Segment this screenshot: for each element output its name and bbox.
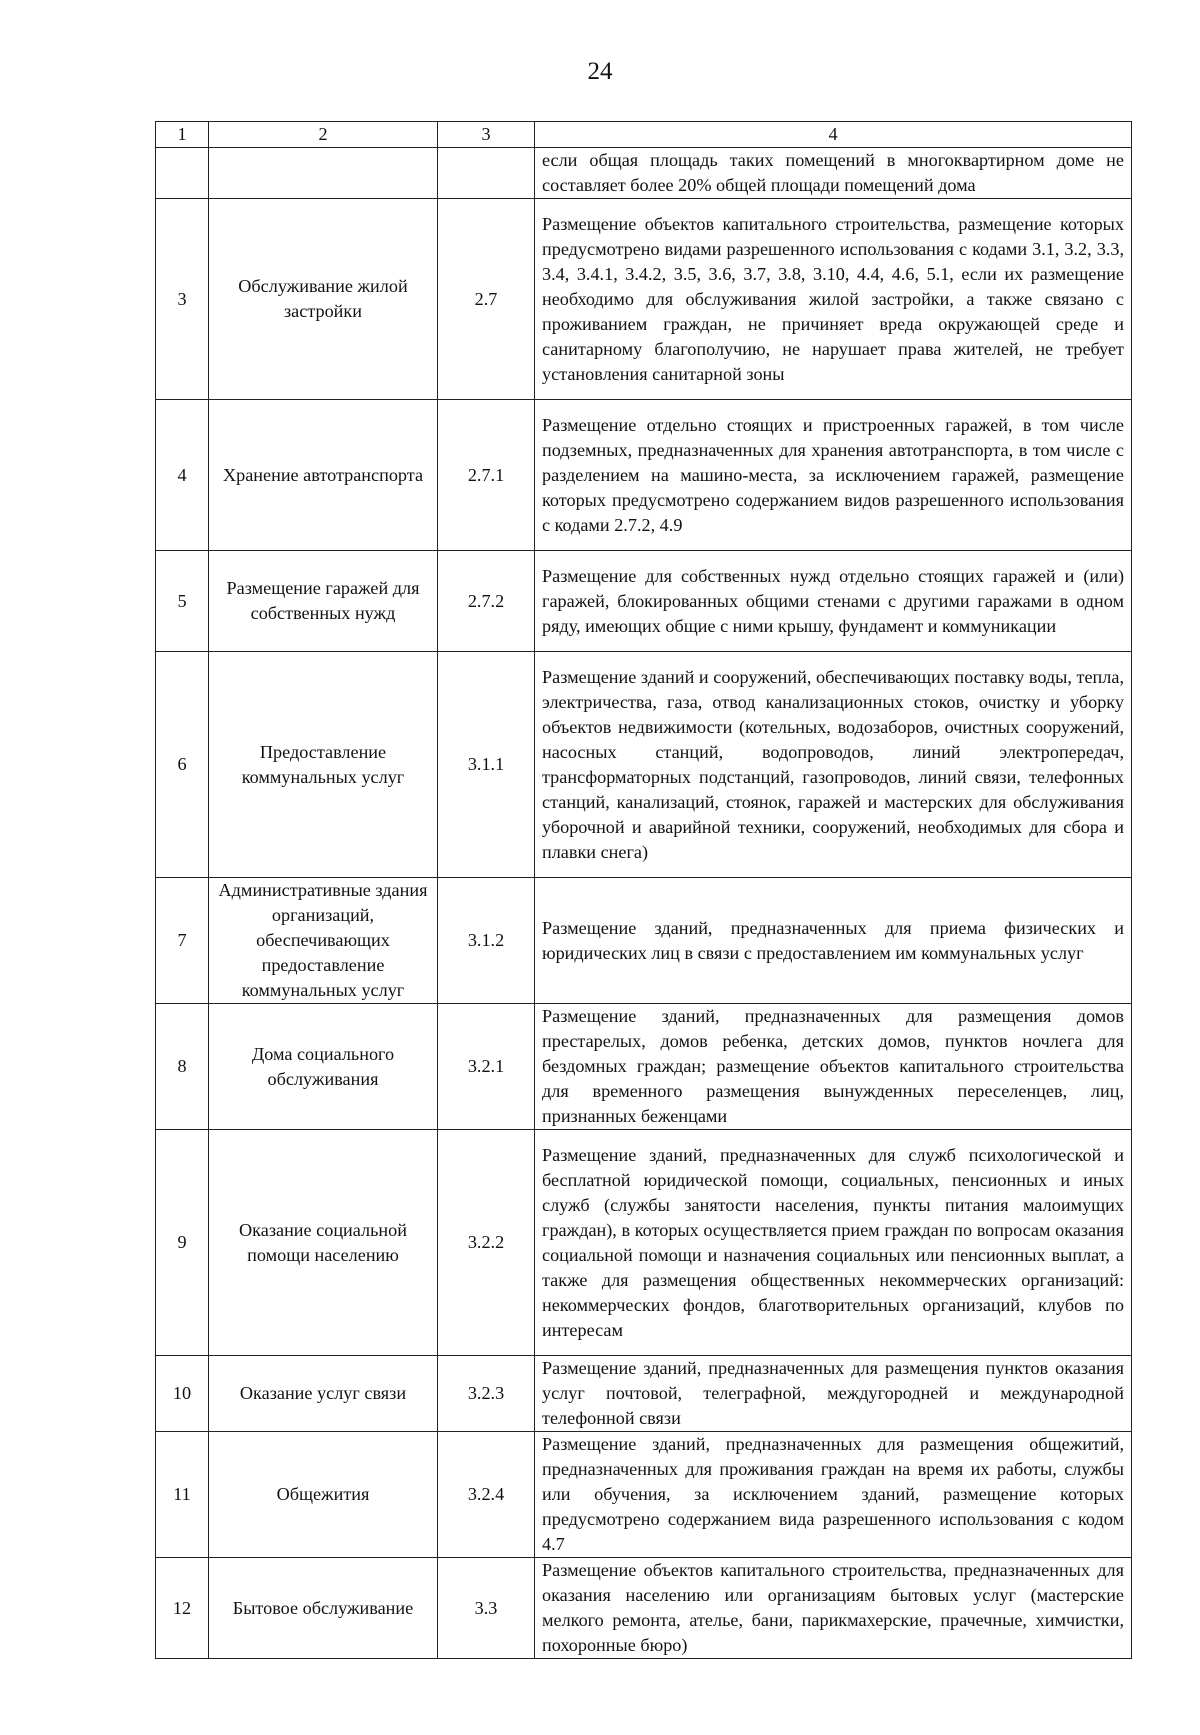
use-type-name: Хранение автотранспорта [209, 400, 438, 551]
row-number: 3 [156, 199, 209, 400]
use-type-code: 3.1.1 [438, 652, 535, 878]
use-type-name: Размещение гаражей для собственных нужд [209, 551, 438, 652]
use-type-name: Предоставление коммунальных услуг [209, 652, 438, 878]
use-type-description: Размещение для собственных нужд отдельно стоящих гаражей и (или) гаражей, блокированных общими стенами с другими гаражами в одном ряду, имеющих общие с ними крышу, фундамент и коммуникации [535, 551, 1132, 652]
continuation-row [156, 148, 1132, 199]
use-type-description: Размещение зданий, предназначенных для приема физических и юридических лиц в связи с предоставлением им коммунальных услуг [535, 878, 1132, 1004]
header-row [156, 122, 1132, 148]
continuation-text: если общая площадь таких помещений в многоквартирном доме не составляет более 20% общей площади помещений дома [535, 148, 1132, 199]
row-number: 9 [156, 1130, 209, 1356]
use-type-name: Бытовое обслуживание [209, 1558, 438, 1659]
land-use-table [155, 121, 1132, 1659]
use-type-code: 2.7 [438, 199, 535, 400]
use-type-description: Размещение зданий, предназначенных для размещения общежитий, предназначенных для проживания граждан на время их работы, службы или обучения, за исключением зданий, размещение которых предусмотрено содержанием вида разрешенного использования с кодом 4.7 [535, 1432, 1132, 1558]
table-row [156, 652, 1132, 878]
empty-cell [209, 148, 438, 199]
use-type-name: Общежития [209, 1432, 438, 1558]
table-row [156, 1356, 1132, 1432]
use-type-name: Оказание социальной помощи населению [209, 1130, 438, 1356]
table-row [156, 878, 1132, 1004]
page-number: 24 [587, 58, 613, 85]
column-header: 2 [209, 122, 438, 148]
row-number: 8 [156, 1004, 209, 1130]
use-type-name: Административные здания организаций, обеспечивающих предоставление коммунальных услуг [209, 878, 438, 1004]
use-type-description: Размещение объектов капитального строительства, размещение которых предусмотрено видами разрешенного использования с кодами 3.1, 3.2, 3.3, 3.4, 3.4.1, 3.4.2, 3.5, 3.6, 3.7, 3.8, 3.10, 4.4, 4.6, 5.1, если их размещение необходимо для обслуживания жилой застройки, а также связано с проживанием граждан, не причиняет вреда окружающей среде и санитарному благополучию, не нарушает права жителей, не требует установления санитарной зоны [535, 199, 1132, 400]
use-type-name: Дома социального обслуживания [209, 1004, 438, 1130]
column-header: 3 [438, 122, 535, 148]
use-type-code: 3.2.3 [438, 1356, 535, 1432]
row-number: 11 [156, 1432, 209, 1558]
column-header: 4 [535, 122, 1132, 148]
use-type-code: 3.1.2 [438, 878, 535, 1004]
row-number: 4 [156, 400, 209, 551]
column-header: 1 [156, 122, 209, 148]
use-type-code: 3.2.1 [438, 1004, 535, 1130]
row-number: 10 [156, 1356, 209, 1432]
use-type-code: 2.7.2 [438, 551, 535, 652]
row-number: 7 [156, 878, 209, 1004]
row-number: 5 [156, 551, 209, 652]
use-type-description: Размещение отдельно стоящих и пристроенных гаражей, в том числе подземных, предназначенных для хранения автотранспорта, в том числе с разделением на машино-места, за исключением гаражей, размещение которых предусмотрено содержанием видов разрешенного использования с кодами 2.7.2, 4.9 [535, 400, 1132, 551]
use-type-description: Размещение зданий, предназначенных для служб психологической и бесплатной юридической помощи, социальных, пенсионных и иных служб (службы занятости населения, пункты питания малоимущих граждан), в которых осуществляется прием граждан по вопросам оказания социальной помощи и назначения социальных или пенсионных выплат, а также для размещения общественных некоммерческих организаций: некоммерческих фондов, благотворительных организаций, клубов по интересам [535, 1130, 1132, 1356]
row-number: 12 [156, 1558, 209, 1659]
table-row [156, 199, 1132, 400]
table-row [156, 1558, 1132, 1659]
use-type-code: 3.3 [438, 1558, 535, 1659]
empty-cell [438, 148, 535, 199]
table-row [156, 1130, 1132, 1356]
use-type-description: Размещение зданий и сооружений, обеспечивающих поставку воды, тепла, электричества, газа, отвод канализационных стоков, очистку и уборку объектов недвижимости (котельных, водозаборов, очистных сооружений, насосных станций, водопроводов, линий электропередач, трансформаторных подстанций, газопроводов, линий связи, телефонных станций, канализаций, стоянок, гаражей и мастерских для обслуживания уборочной и аварийной техники, сооружений, необходимых для сбора и плавки снега) [535, 652, 1132, 878]
use-type-code: 3.2.4 [438, 1432, 535, 1558]
use-type-description: Размещение зданий, предназначенных для размещения пунктов оказания услуг почтовой, телеграфной, междугородней и международной телефонной связи [535, 1356, 1132, 1432]
use-type-description: Размещение зданий, предназначенных для размещения домов престарелых, домов ребенка, детских домов, пунктов ночлега для бездомных граждан; размещение объектов капитального строительства для временного размещения вынужденных переселенцев, лиц, признанных беженцами [535, 1004, 1132, 1130]
table-row [156, 400, 1132, 551]
table-row [156, 551, 1132, 652]
table-row [156, 1004, 1132, 1130]
use-type-name: Обслуживание жилой застройки [209, 199, 438, 400]
table-row [156, 1432, 1132, 1558]
use-type-code: 3.2.2 [438, 1130, 535, 1356]
use-type-name: Оказание услуг связи [209, 1356, 438, 1432]
empty-cell [156, 148, 209, 199]
use-type-description: Размещение объектов капитального строительства, предназначенных для оказания населению или организациям бытовых услуг (мастерские мелкого ремонта, ателье, бани, парикмахерские, прачечные, химчистки, похоронные бюро) [535, 1558, 1132, 1659]
use-type-code: 2.7.1 [438, 400, 535, 551]
row-number: 6 [156, 652, 209, 878]
